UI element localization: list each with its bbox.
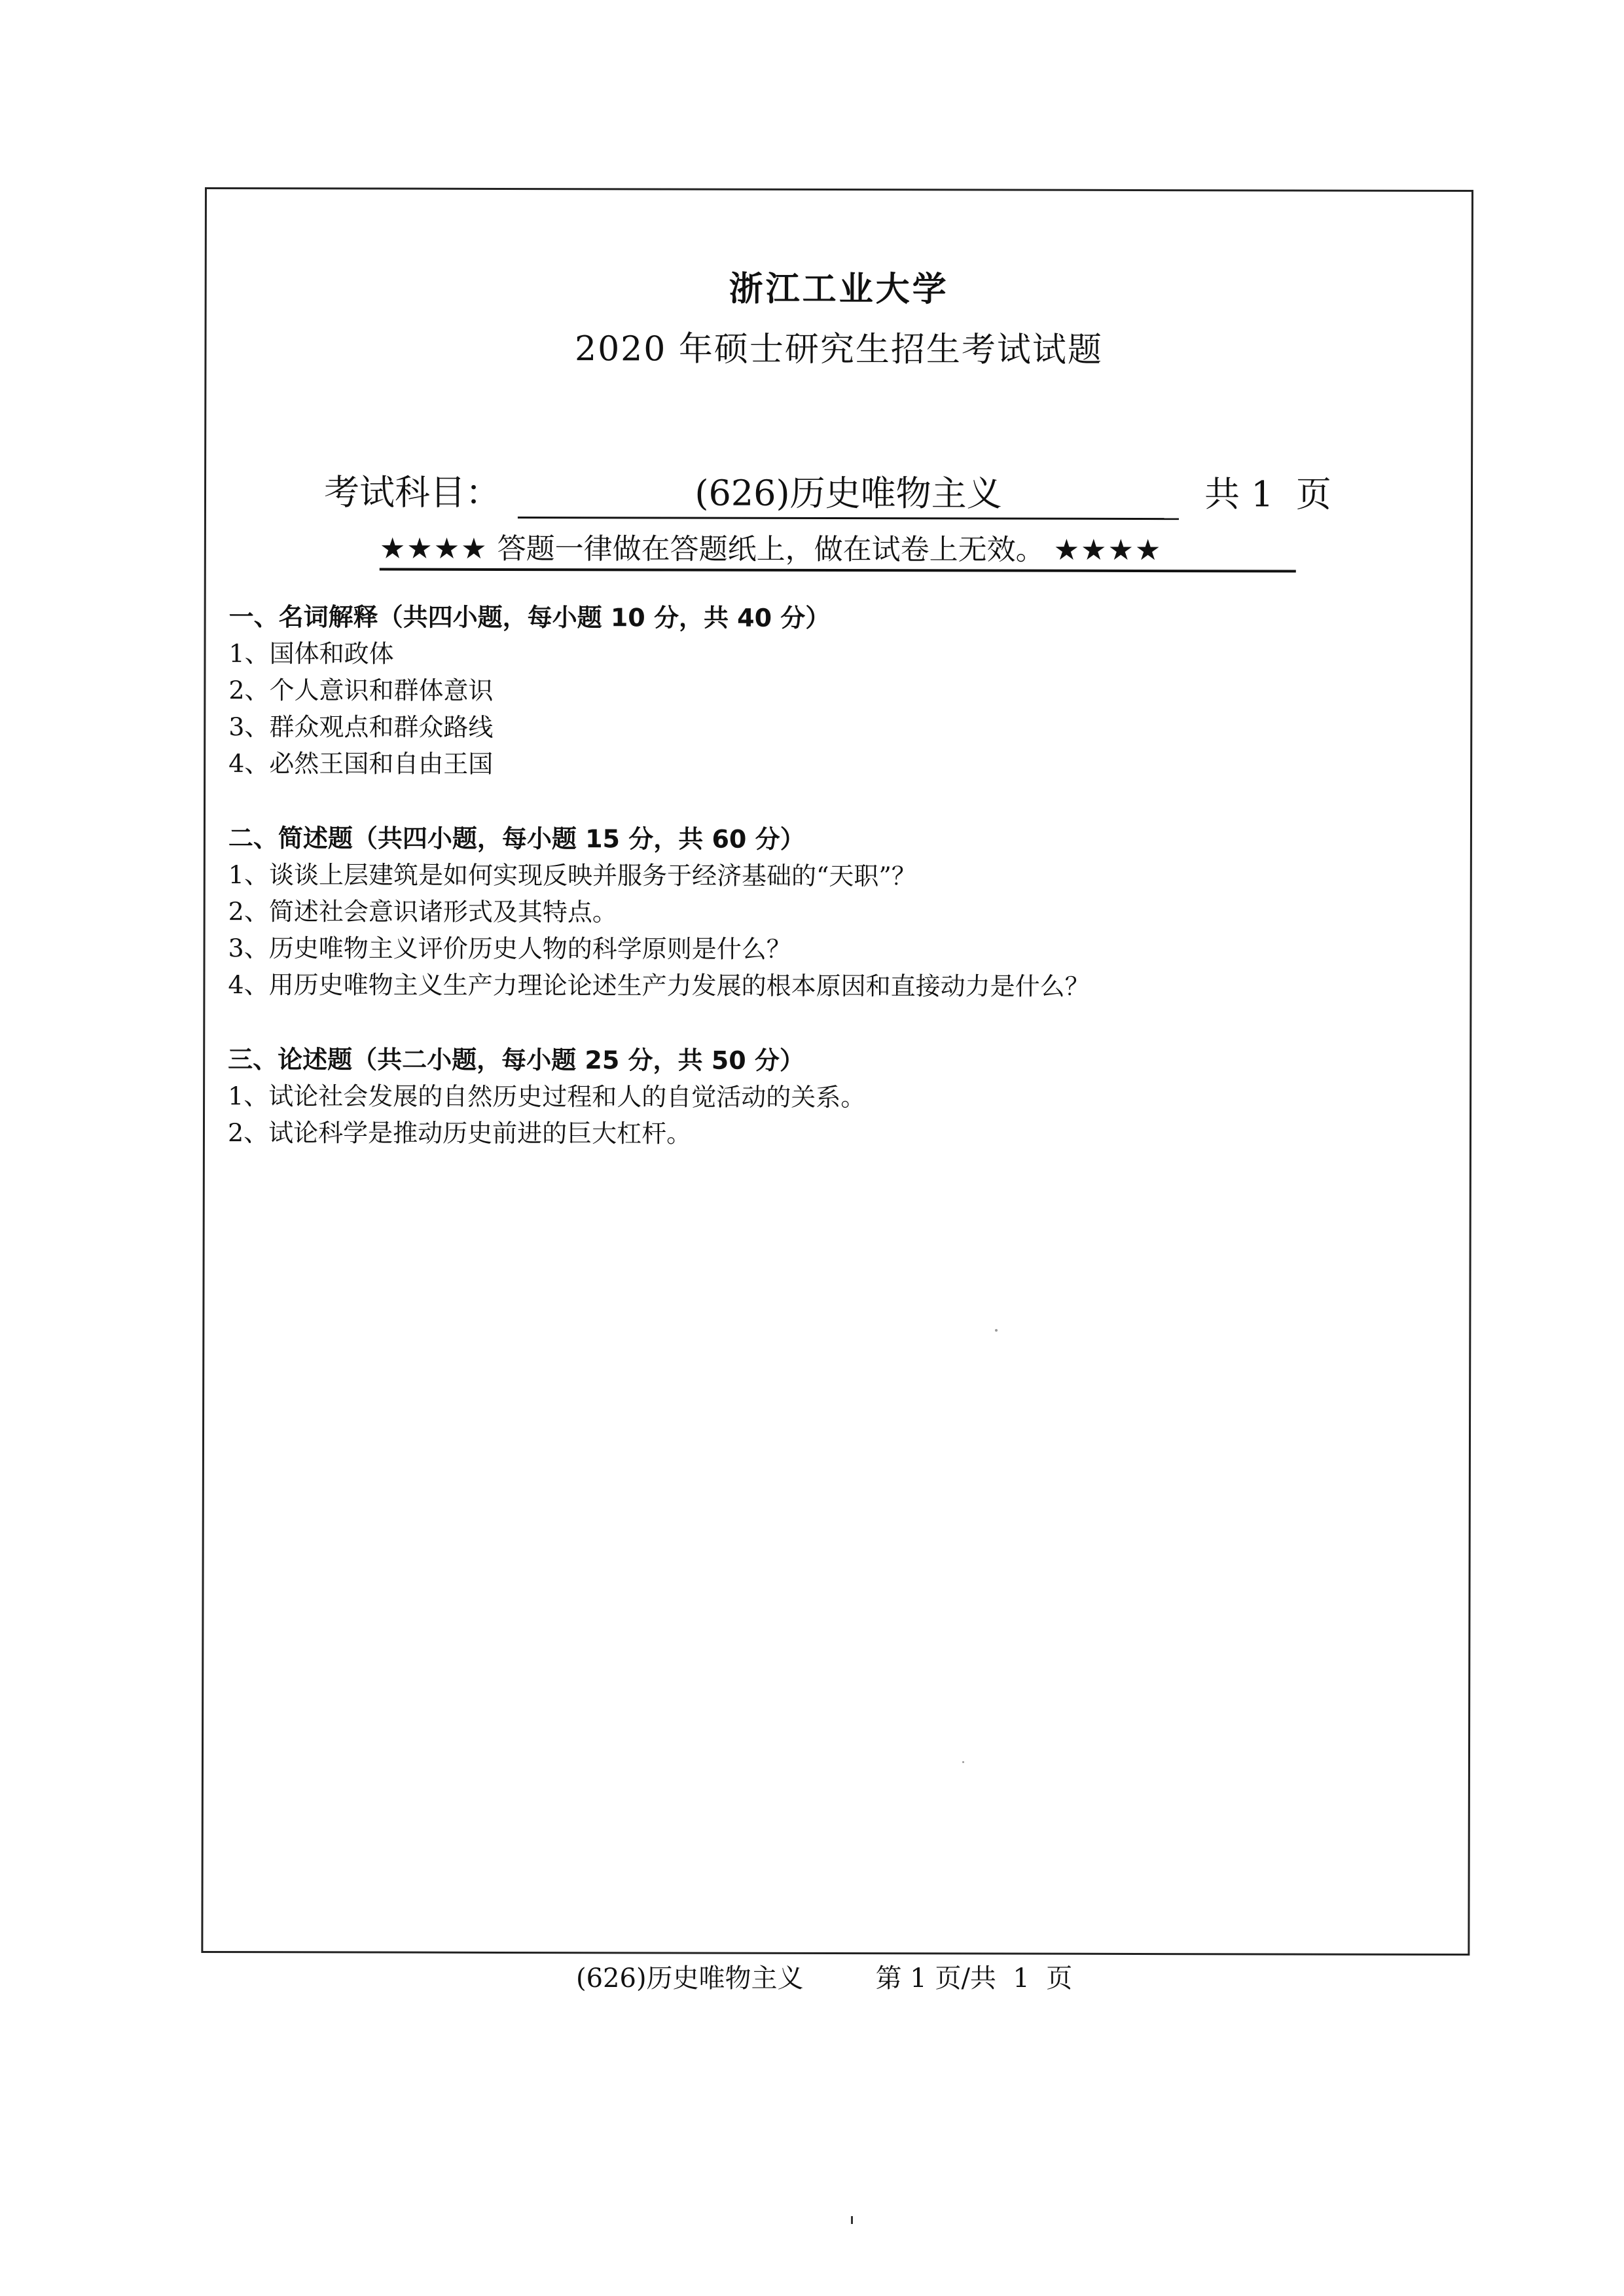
scan-speck [962, 1761, 964, 1763]
page-footer [576, 1958, 1072, 1995]
section-heading: 一、名词解释（共四小题，每小题 10 分，共 40 分） [228, 602, 831, 633]
footer-subject: (626)历史唯物主义 [576, 1963, 804, 1994]
question-item: 1、试论社会发展的自然历史过程和人的自觉活动的关系。 [228, 1082, 866, 1112]
question-item: 4、用历史唯物主义生产力理论论述生产力发展的根本原因和直接动力是什么？ [228, 970, 1090, 1001]
question-item: 2、简述社会意识诸形式及其特点。 [228, 897, 617, 927]
star-icons-left: ★★★★ [379, 532, 488, 566]
section-terms [228, 598, 1447, 784]
section-essay [228, 1041, 1445, 1154]
star-icons-right: ★★★★ [1053, 533, 1163, 568]
subject-value: (626)历史唯物主义 [518, 465, 1179, 520]
subject-row [324, 464, 1437, 519]
subject-label: 考试科目： [323, 471, 501, 513]
question-content [228, 598, 1447, 1192]
total-pages-info: 共 1 页 [1204, 473, 1331, 515]
notice-text: 答题一律做在答题纸上，做在试卷上无效。 [488, 532, 1054, 567]
exam-title: 2020 年硕士研究生招生考试试题 [574, 329, 1103, 370]
scan-mark [851, 2216, 853, 2224]
question-item: 4、必然王国和自由王国 [228, 749, 494, 778]
question-item: 3、历史唯物主义评价历史人物的科学原则是什么？ [228, 934, 791, 964]
footer-page-info: 第 1 页/共 1 页 [875, 1963, 1073, 1994]
exam-page-frame [201, 187, 1473, 1956]
question-item: 2、试论科学是推动历史前进的巨大杠杆。 [227, 1118, 692, 1148]
school-name: 浙江工业大学 [729, 269, 949, 310]
question-item: 3、群众观点和群众路线 [228, 712, 494, 742]
question-item: 1、谈谈上层建筑是如何实现反映并服务于经济基础的“天职”？ [228, 860, 916, 891]
section-heading: 三、论述题（共二小题，每小题 25 分，共 50 分） [228, 1045, 804, 1075]
scan-speck [995, 1329, 998, 1332]
answer-notice [380, 525, 1296, 573]
question-item: 1、国体和政体 [228, 639, 394, 668]
section-heading: 二、简述题（共四小题，每小题 15 分，共 60 分） [228, 824, 805, 854]
question-item: 2、个人意识和群体意识 [228, 676, 494, 705]
section-short-answer [228, 820, 1446, 1006]
